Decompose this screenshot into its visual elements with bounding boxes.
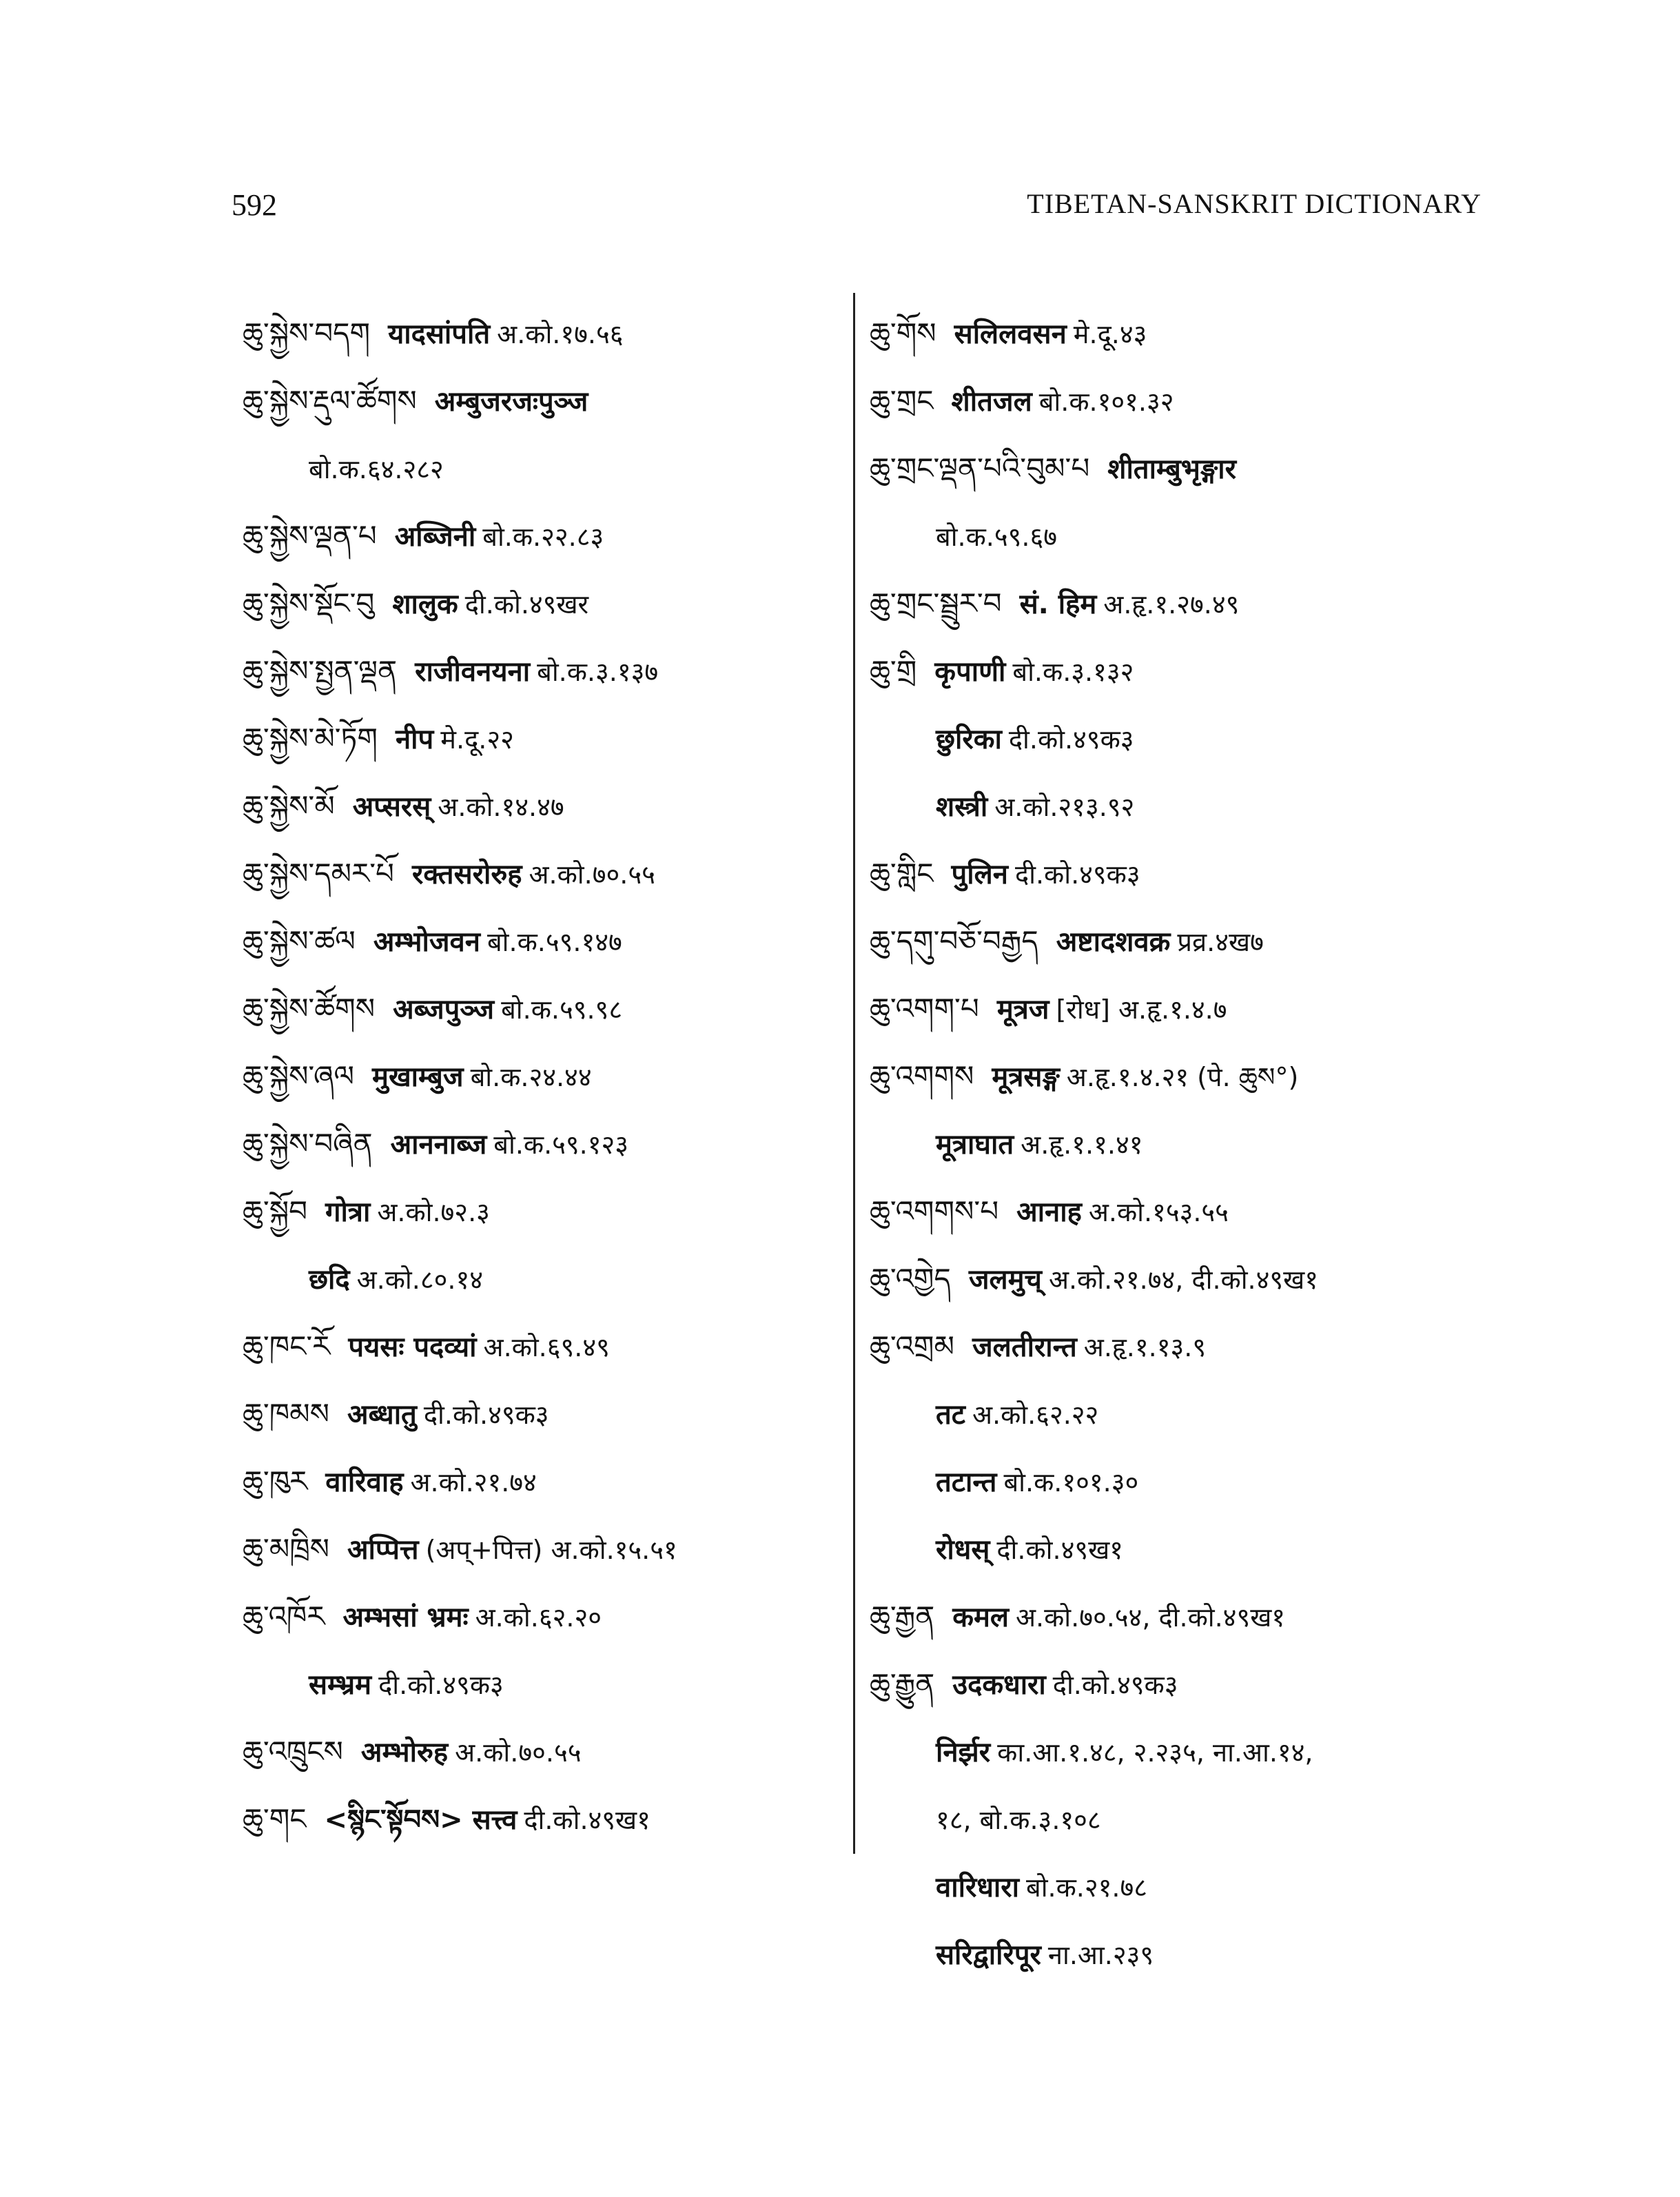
source-reference: अ.को.८०.१४ [356, 1265, 483, 1295]
dictionary-entry [870, 975, 1504, 1043]
tibetan-headword: ཆུ་སྐྱེས་མོ [243, 789, 335, 823]
source-reference: दी.को.४९क३ [1008, 724, 1134, 755]
dictionary-entry [243, 975, 849, 1043]
sanskrit-equivalent: अप्सरस् [352, 791, 431, 823]
dictionary-entry [870, 435, 1504, 502]
dictionary-entry [243, 300, 849, 367]
dictionary-entry [870, 1448, 1504, 1515]
dictionary-entry [243, 435, 849, 502]
sanskrit-equivalent: शीताम्बुभृङ्गार [1107, 453, 1236, 485]
dictionary-entry [243, 1515, 849, 1583]
source-reference: दी.को.४९खर [464, 589, 589, 620]
source-reference: अ.को.२१३.९२ [994, 792, 1135, 822]
tibetan-headword: ཆུ་གྲང་ལྡན་པའི་བུམ་པ [870, 451, 1090, 485]
source-reference: अ.को.७०.५५ [529, 859, 655, 890]
source-reference: दी.को.४९क३ [1014, 859, 1140, 890]
tibetan-headword: ཆུ་རྒྱན [870, 1600, 935, 1633]
tibetan-headword: ཆུ་གླིང [870, 857, 934, 890]
tibetan-headword: ཆུ་སྐྱེས་སྡོང་བུ [243, 586, 375, 620]
source-reference: अ.को.२१.७४ [410, 1467, 537, 1498]
source-reference: अ.हृ.१.१.४१ [1021, 1130, 1143, 1160]
tibetan-headword: ཆུ་སྐྱེས་རྡུལ་ཚོགས [243, 384, 417, 418]
dictionary-entry [870, 705, 1504, 773]
source-reference: बो.क.५९.६७ [936, 522, 1058, 552]
source-reference: बो.क.३.१३७ [537, 657, 659, 687]
source-reference: अ.हृ.१.२७.४९ [1103, 589, 1240, 620]
sanskrit-equivalent: शीतजल [951, 386, 1032, 418]
page-number: 592 [232, 188, 277, 222]
dictionary-entry [243, 840, 849, 908]
source-reference: अ.को.१४.४७ [438, 792, 564, 822]
sanskrit-equivalent: सम्भ्रम [309, 1669, 372, 1701]
dictionary-entry [870, 1921, 1504, 1988]
source-reference: अ.को.७०.५४, दी.को.४९ख१ [1015, 1602, 1286, 1633]
left-column [243, 300, 849, 1853]
sanskrit-equivalent: अब्जपुञ्ज [393, 994, 495, 1025]
dictionary-entry [870, 1110, 1504, 1178]
sanskrit-equivalent: यादसांपति [388, 318, 491, 350]
dictionary-entry [870, 502, 1504, 570]
source-reference: अ.को.१५३.५५ [1088, 1197, 1229, 1227]
dictionary-entry [243, 1718, 849, 1786]
dictionary-entry [243, 1110, 849, 1178]
sanskrit-equivalent: अप्पित्त [347, 1534, 419, 1566]
tibetan-headword: ཆུ་འཁྲུངས [243, 1735, 343, 1768]
dictionary-entry [243, 502, 849, 570]
dictionary-entry [870, 1718, 1504, 1786]
sanskrit-equivalent: अम्भसां भ्रमः [342, 1602, 469, 1633]
source-reference: बो.क.२१.७८ [1026, 1872, 1148, 1903]
dictionary-entry [243, 1651, 849, 1718]
dictionary-entry [870, 570, 1504, 637]
source-reference: बो.क.१०१.३२ [1038, 387, 1174, 417]
sanskrit-equivalent: जलमुच् [968, 1264, 1042, 1296]
sanskrit-equivalent: अम्भोजवन [373, 926, 480, 958]
source-reference: बो.क.३.१३२ [1012, 657, 1134, 687]
source-reference: अ.को.२१.७४, दी.को.४९ख१ [1048, 1265, 1319, 1295]
source-reference: का.आ.१.४८, २.२३५, ना.आ.१४, [997, 1737, 1313, 1768]
dictionary-entry [870, 1583, 1504, 1651]
source-reference: दी.को.४९क३ [1052, 1670, 1178, 1700]
tibetan-headword: ཆུ་འགགས [870, 1059, 974, 1093]
dictionary-entry [243, 367, 849, 435]
tibetan-headword: ཆུ་གྲང་སྦྲུར་བ [870, 586, 1002, 620]
sanskrit-equivalent: वारिधारा [936, 1872, 1019, 1903]
sanskrit-equivalent: तट [936, 1399, 965, 1431]
sanskrit-equivalent: रक्तसरोरुह [411, 859, 522, 890]
sanskrit-equivalent: आननाब्ज [390, 1129, 487, 1161]
tibetan-headword: ཆུ་མཁྲིས [243, 1532, 329, 1566]
dictionary-entry [870, 1178, 1504, 1245]
sanskrit-equivalent: अब्धातु [347, 1399, 417, 1431]
tibetan-headword: ཆུ་སྐྱེས་ལྡན་པ [243, 519, 377, 553]
tibetan-headword: ཆུ་སྐྱེས་དམར་པོ [243, 857, 394, 890]
dictionary-entry [870, 840, 1504, 908]
dictionary-entry [870, 1853, 1504, 1921]
source-reference: बो.क.६४.२८२ [309, 454, 444, 484]
tibetan-headword: ཆུ་གང [243, 1802, 307, 1836]
sanskrit-equivalent: उदकधारा [952, 1669, 1046, 1701]
sanskrit-equivalent: जलतीरान्त [972, 1331, 1077, 1363]
dictionary-entry [243, 1786, 849, 1853]
sanskrit-equivalent: शालुक [392, 589, 458, 620]
dictionary-entry [870, 367, 1504, 435]
dictionary-entry [870, 1515, 1504, 1583]
tibetan-headword: ཆུ་གྲི [870, 654, 917, 688]
source-reference: दी.को.४९क३ [423, 1400, 549, 1430]
sanskrit-equivalent: सलिलवसन [954, 318, 1067, 350]
source-reference: अ.को.७०.५५ [455, 1737, 582, 1768]
sanskrit-equivalent: पुलिन [951, 859, 1008, 890]
sanskrit-equivalent: अम्बुजरजःपुञ्ज [434, 386, 588, 418]
sanskrit-equivalent: कमल [952, 1602, 1009, 1633]
sanskrit-equivalent: नीप [395, 724, 434, 755]
tibetan-headword: ཆུ་སྐྱེས་ཞལ [243, 1059, 355, 1093]
source-reference: ना.आ.२३९ [1047, 1940, 1154, 1970]
source-reference: बो.क.५९.९८ [501, 994, 623, 1025]
sanskrit-equivalent: राजीवनयना [415, 656, 531, 688]
tibetan-headword: ཆུ་ཁང་རོ [243, 1329, 331, 1363]
sanskrit-equivalent: छुरिका [936, 724, 1002, 755]
sanskrit-equivalent: अम्भोरुह [360, 1737, 449, 1768]
source-reference: मे.दू.४३ [1073, 319, 1147, 349]
tibetan-headword: ཆུ་སྐྱེས་སྤྱན་ལྡན [243, 654, 398, 688]
source-reference: दी.को.४९क३ [378, 1670, 504, 1700]
source-reference: अ.को.६२.२० [475, 1602, 602, 1633]
sanskrit-equivalent: शस्त्री [936, 791, 988, 823]
running-title: TIBETAN-SANSKRIT DICTIONARY [1027, 188, 1482, 219]
sanskrit-equivalent: कृपाणी [934, 656, 1006, 688]
sanskrit-equivalent: गोत्रा [325, 1196, 371, 1228]
sanskrit-equivalent: मुखाम्बुज [372, 1061, 464, 1093]
tibetan-headword: ཆུ་སྐྱེས་ཚལ [243, 924, 356, 958]
source-reference: अ.को.६२.२२ [972, 1400, 1099, 1430]
source-reference: बो.क.२४.४४ [470, 1062, 592, 1092]
tibetan-headword: ཆུ་འགགས་པ [870, 1194, 999, 1228]
tibetan-headword: ཆུ་སྐྱེས་བདག [243, 316, 371, 350]
source-reference: अ.हृ.१.१३.९ [1083, 1332, 1207, 1362]
dictionary-entry [243, 570, 849, 637]
source-reference: १८, बो.क.३.१०८ [936, 1805, 1101, 1835]
dictionary-entry [870, 637, 1504, 705]
dictionary-entry [243, 1178, 849, 1245]
dictionary-entry [870, 1313, 1504, 1380]
dictionary-entry [243, 1448, 849, 1515]
dictionary-entry [243, 637, 849, 705]
sanskrit-equivalent: मूत्रसङ्ग [992, 1061, 1060, 1093]
dictionary-entry [243, 1583, 849, 1651]
source-reference: [रोध] अ.हृ.१.४.७ [1056, 994, 1227, 1025]
sanskrit-equivalent: रोधस् [936, 1534, 990, 1566]
sanskrit-equivalent: अष्टादशवक्र [1056, 926, 1171, 958]
sanskrit-equivalent: सं. हिम [1019, 589, 1097, 620]
dictionary-entry [243, 908, 849, 975]
sanskrit-equivalent: पयसः पदव्यां [348, 1331, 477, 1363]
source-reference: दी.को.४९ख१ [524, 1805, 651, 1835]
sanskrit-equivalent: तटान्त [936, 1467, 997, 1498]
source-reference: बो.क.५९.१४७ [486, 927, 622, 957]
tibetan-headword: ཆུ་འགྱེད [870, 1262, 951, 1296]
right-column [870, 300, 1504, 1988]
sanskrit-equivalent: अब्जिनी [394, 521, 476, 553]
dictionary-entry [870, 1043, 1504, 1110]
tibetan-headword: ཆུ་ཁམས [243, 1397, 329, 1431]
dictionary-entry [870, 300, 1504, 367]
sanskrit-equivalent: वारिवाह [325, 1467, 404, 1498]
column-divider [853, 293, 855, 1854]
sanskrit-equivalent: छदि [309, 1264, 350, 1296]
tibetan-headword: ཆུ་རྒྱུན [870, 1667, 935, 1701]
dictionary-entry [243, 1380, 849, 1448]
source-reference: दी.को.४९ख१ [996, 1535, 1123, 1565]
tibetan-headword: ཆུ་གོས [870, 316, 936, 350]
tibetan-headword: ཆུ་དགུ་བཅོ་བརྒྱད [870, 924, 1038, 958]
dictionary-entry [243, 705, 849, 773]
tibetan-headword: ཆུ་འགྲམ [870, 1329, 954, 1363]
sanskrit-equivalent: आनाह [1016, 1196, 1082, 1228]
source-reference: प्रव्र.४ख७ [1177, 927, 1264, 957]
tibetan-headword: ཆུ་སྐྱེས་ཚོགས [243, 992, 376, 1025]
tibetan-headword: ཆུ་སྐྱེས་བཞིན [243, 1127, 373, 1161]
sanskrit-equivalent: <སྙིང་སྟོབས> सत्त्व [324, 1804, 518, 1836]
dictionary-entry [870, 773, 1504, 840]
dictionary-entry [870, 908, 1504, 975]
tibetan-headword: ཆུ་གྲང [870, 384, 934, 418]
dictionary-entry [243, 773, 849, 840]
source-reference: मे.दू.२२ [440, 724, 514, 755]
tibetan-headword: ཆུ་སྐྱོབ [243, 1194, 307, 1228]
dictionary-entry [243, 1245, 849, 1313]
source-reference: अ.को.१७.५६ [497, 319, 624, 349]
source-reference: (अप्+पित्त) अ.को.१५.५१ [425, 1535, 677, 1565]
dictionary-entry [243, 1313, 849, 1380]
dictionary-entry [243, 1043, 849, 1110]
source-reference: अ.हृ.१.४.२१ (पे. ཆུས°) [1066, 1062, 1299, 1092]
source-reference: बो.क.१०१.३० [1003, 1467, 1139, 1498]
source-reference: अ.को.६९.४९ [483, 1332, 610, 1362]
sanskrit-equivalent: सरिद्वारिपूर [936, 1939, 1041, 1971]
source-reference: अ.को.७२.३ [377, 1197, 490, 1227]
tibetan-headword: ཆུ་འགག་པ [870, 992, 979, 1025]
tibetan-headword: ཆུ་འཁོར [243, 1600, 325, 1633]
tibetan-headword: ཆུ་སྐྱེས་མེ་ཏོག [243, 722, 378, 755]
dictionary-entry [870, 1245, 1504, 1313]
dictionary-entry [870, 1380, 1504, 1448]
dictionary-entry [870, 1651, 1504, 1718]
sanskrit-equivalent: निर्झर [936, 1737, 991, 1768]
source-reference: बो.क.५९.१२३ [493, 1130, 629, 1160]
sanskrit-equivalent: मूत्राघात [936, 1129, 1014, 1161]
dictionary-entry [870, 1786, 1504, 1853]
source-reference: बो.क.२२.८३ [482, 522, 604, 552]
tibetan-headword: ཆུ་ཁུར [243, 1464, 308, 1498]
sanskrit-equivalent: मूत्रज [996, 994, 1049, 1025]
